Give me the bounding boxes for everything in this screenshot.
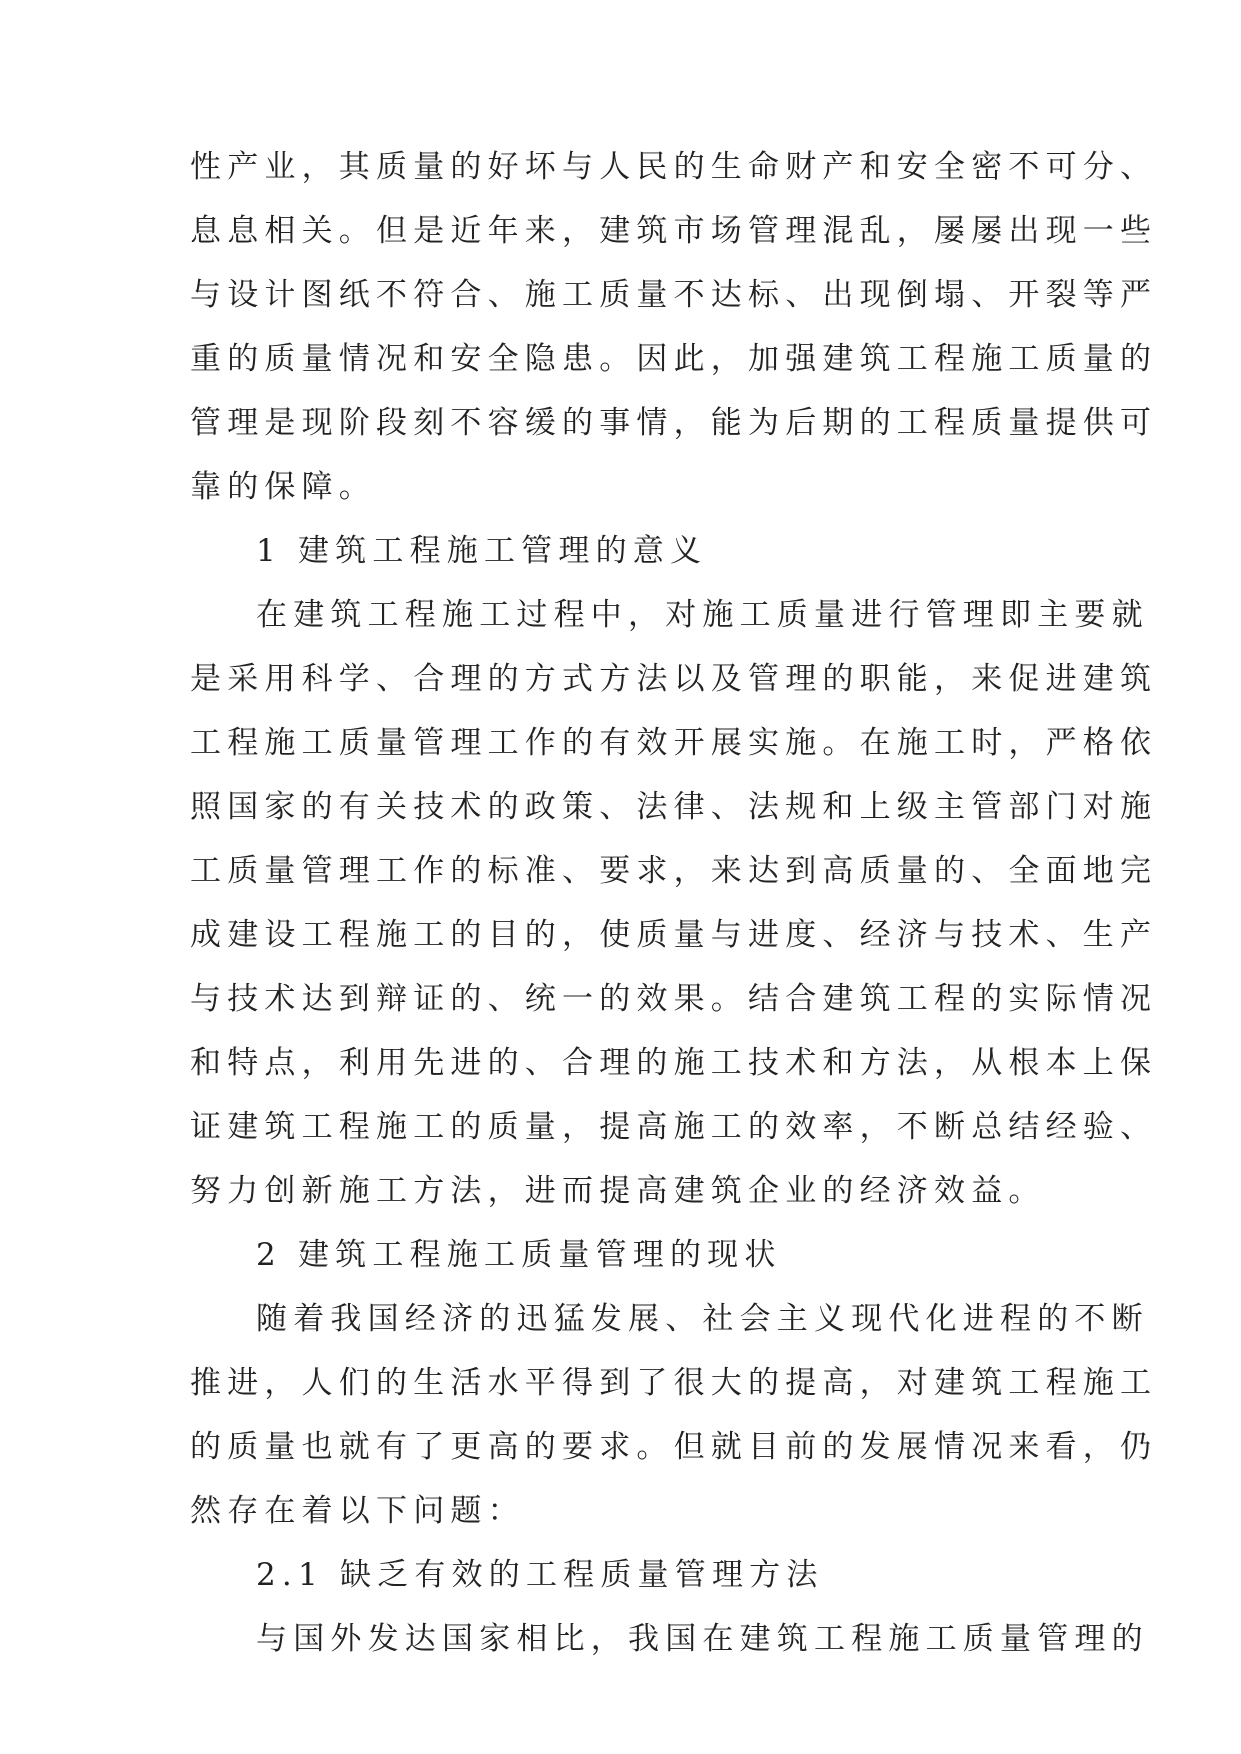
body-text-line: 性产业，其质量的好坏与人民的生命财产和安全密不可分、 — [190, 149, 1158, 185]
body-text-line: 与技术达到辩证的、统一的效果。结合建筑工程的实际情况 — [190, 981, 1158, 1017]
body-text-line: 在建筑工程施工过程中，对施工质量进行管理即主要就 — [256, 597, 1149, 633]
body-text-line: 成建设工程施工的目的，使质量与进度、经济与技术、生产 — [190, 917, 1158, 953]
body-text-line: 是采用科学、合理的方式方法以及管理的职能，来促进建筑 — [190, 661, 1158, 697]
body-text-line: 随着我国经济的迅猛发展、社会主义现代化进程的不断 — [256, 1301, 1149, 1337]
body-text-line: 与设计图纸不符合、施工质量不达标、出现倒塌、开裂等严 — [190, 277, 1158, 313]
body-text-line: 息息相关。但是近年来，建筑市场管理混乱，屡屡出现一些 — [190, 213, 1158, 249]
body-text-line: 重的质量情况和安全隐患。因此，加强建筑工程施工质量的 — [190, 341, 1158, 377]
body-text-line: 和特点，利用先进的、合理的施工技术和方法，从根本上保 — [190, 1045, 1158, 1081]
body-text-line: 推进，人们的生活水平得到了很大的提高，对建筑工程施工 — [190, 1365, 1158, 1401]
body-text-line: 照国家的有关技术的政策、法律、法规和上级主管部门对施 — [190, 789, 1158, 825]
body-text-line: 工程施工质量管理工作的有效开展实施。在施工时，严格依 — [190, 725, 1158, 761]
section-heading-1: 1 建筑工程施工管理的意义 — [256, 533, 708, 569]
body-text-line: 靠的保障。 — [190, 469, 376, 505]
body-text-line: 与国外发达国家相比，我国在建筑工程施工质量管理的 — [256, 1621, 1149, 1657]
body-text-line: 然存在着以下问题： — [190, 1493, 525, 1529]
section-heading-2-1: 2.1 缺乏有效的工程质量管理方法 — [256, 1557, 824, 1593]
body-text-line: 证建筑工程施工的质量，提高施工的效率，不断总结经验、 — [190, 1109, 1158, 1145]
section-heading-2: 2 建筑工程施工质量管理的现状 — [256, 1237, 782, 1273]
body-text-line: 管理是现阶段刻不容缓的事情，能为后期的工程质量提供可 — [190, 405, 1158, 441]
body-text-line: 努力创新施工方法，进而提高建筑企业的经济效益。 — [190, 1173, 1046, 1209]
body-text-line: 工质量管理工作的标准、要求，来达到高质量的、全面地完 — [190, 853, 1158, 889]
body-text-line: 的质量也就有了更高的要求。但就目前的发展情况来看，仍 — [190, 1429, 1158, 1465]
